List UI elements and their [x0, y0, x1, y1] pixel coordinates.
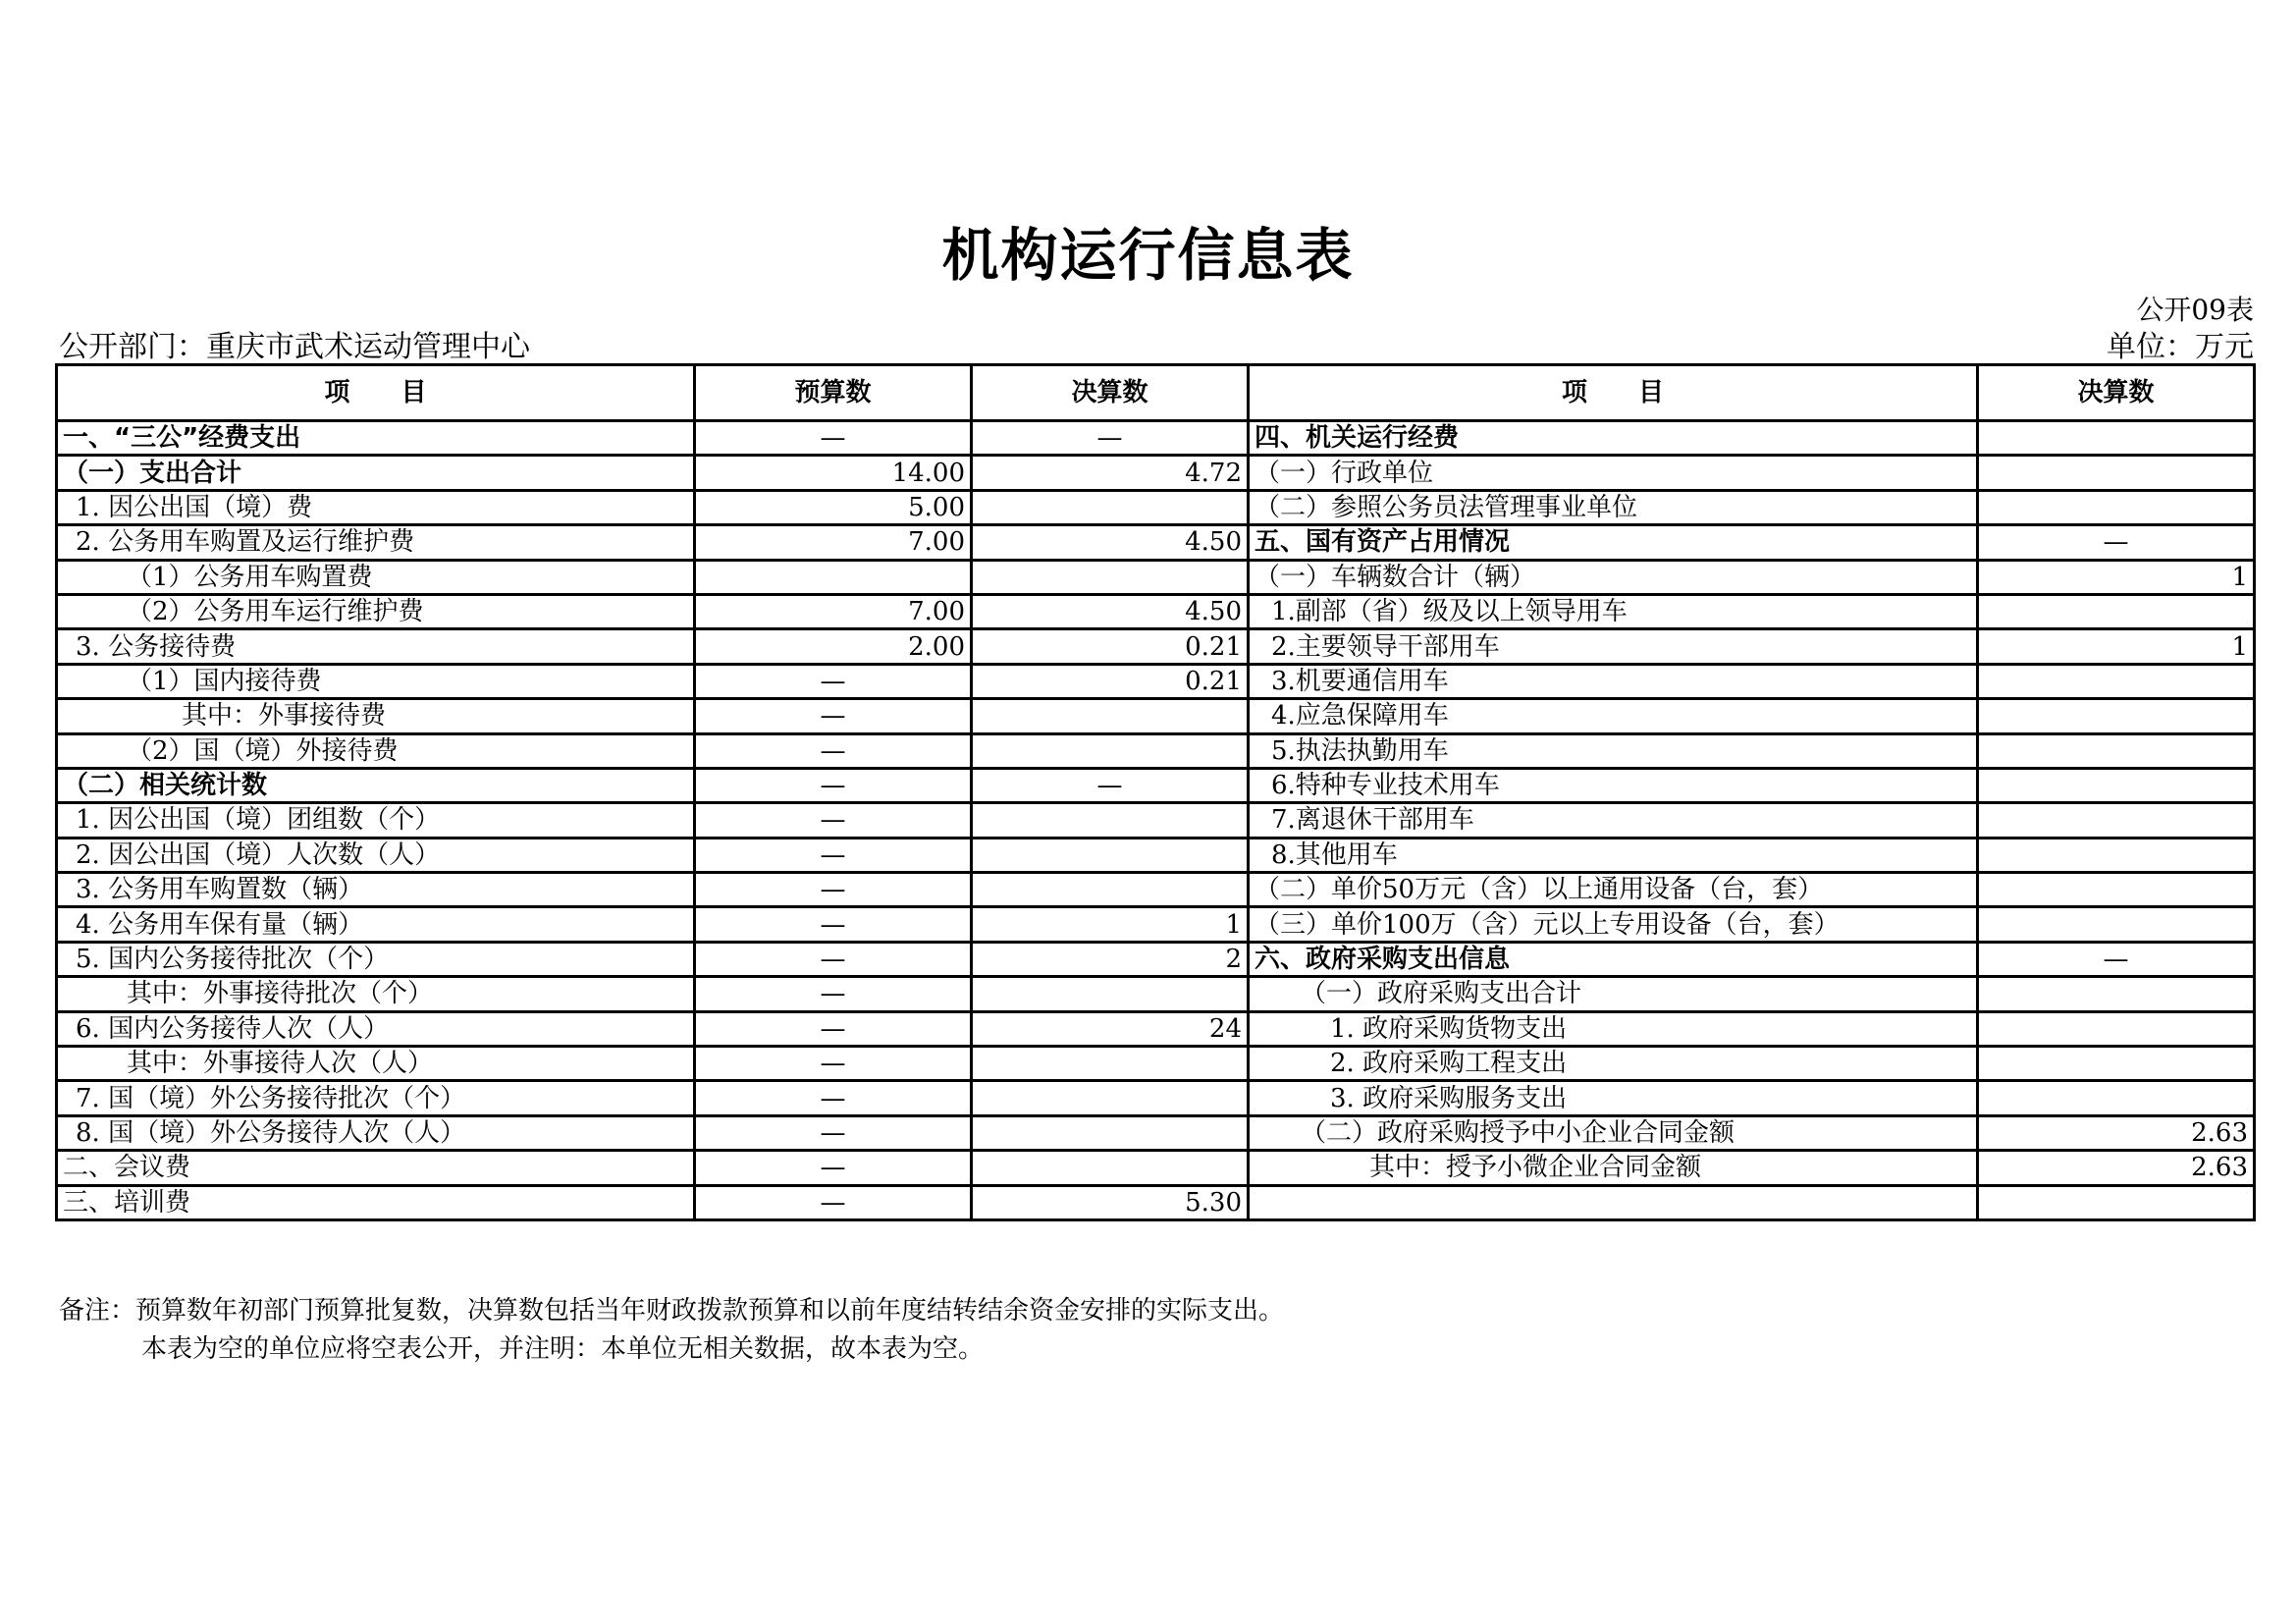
table-row [57, 1151, 2255, 1185]
table-header-row [57, 365, 2255, 421]
header-item-right: 项 目 [1249, 365, 1978, 421]
row-final-right: — [1978, 525, 2255, 560]
row-item-left: 5. 国内公务接待批次（个） [57, 942, 695, 976]
row-item-left: 6. 国内公务接待人次（人） [57, 1011, 695, 1046]
row-item-right: （二）参照公务员法管理事业单位 [1249, 490, 1978, 524]
table-row [57, 873, 2255, 907]
row-item-right: 5.执法执勤用车 [1249, 733, 1978, 768]
row-item-right: 五、国有资产占用情况 [1249, 525, 1978, 560]
row-final-right [1978, 594, 2255, 628]
row-final-left [972, 490, 1249, 524]
row-final-left: 24 [972, 1011, 1249, 1046]
table-row [57, 456, 2255, 490]
row-item-left: 3. 公务用车购置数（辆） [57, 873, 695, 907]
row-item-left: 其中：外事接待人次（人） [57, 1047, 695, 1081]
row-item-right: （一）车辆数合计（辆） [1249, 560, 1978, 594]
row-item-left: 其中：外事接待费 [57, 699, 695, 733]
row-item-right: 8.其他用车 [1249, 838, 1978, 872]
row-item-right: （三）单价100万（含）元以上专用设备（台，套） [1249, 907, 1978, 942]
notes [59, 1292, 1284, 1369]
row-final-right [1978, 768, 2255, 802]
row-item-right: 四、机关运行经费 [1249, 421, 1978, 456]
row-final-right: 1 [1978, 629, 2255, 664]
row-budget: — [695, 1185, 972, 1219]
row-final-left: 0.21 [972, 629, 1249, 664]
row-final-right: — [1978, 942, 2255, 976]
row-final-right: 2.63 [1978, 1151, 2255, 1185]
table-row [57, 803, 2255, 838]
table-row [57, 1185, 2255, 1219]
row-item-left: 其中：外事接待批次（个） [57, 977, 695, 1011]
row-final-left [972, 733, 1249, 768]
note-line-1: 备注：预算数年初部门预算批复数，决算数包括当年财政拨款预算和以前年度结转结余资金安排的实际支出。 [59, 1296, 1285, 1326]
row-final-left [972, 1115, 1249, 1150]
form-number: 公开09表 [2136, 294, 2254, 326]
row-item-left: （1）公务用车购置费 [57, 560, 695, 594]
row-final-left: 4.72 [972, 456, 1249, 490]
row-item-right: 2. 政府采购工程支出 [1249, 1047, 1978, 1081]
row-item-right: 其中：授予小微企业合同金额 [1249, 1151, 1978, 1185]
row-final-right [1978, 873, 2255, 907]
row-final-left [972, 838, 1249, 872]
row-budget: — [695, 1151, 972, 1185]
header-final-right: 决算数 [1978, 365, 2255, 421]
table-row [57, 838, 2255, 872]
row-final-left [972, 699, 1249, 733]
row-final-right [1978, 421, 2255, 456]
row-item-left: 2. 因公出国（境）人次数（人） [57, 838, 695, 872]
row-final-left [972, 803, 1249, 838]
row-budget: 2.00 [695, 629, 972, 664]
table-row [57, 525, 2255, 560]
row-final-left: 2 [972, 942, 1249, 976]
row-item-right: 3. 政府采购服务支出 [1249, 1081, 1978, 1115]
row-final-right [1978, 1185, 2255, 1219]
row-budget: — [695, 1047, 972, 1081]
row-budget: — [695, 1011, 972, 1046]
row-budget: 7.00 [695, 525, 972, 560]
row-item-right: 1.副部（省）级及以上领导用车 [1249, 594, 1978, 628]
row-final-right [1978, 977, 2255, 1011]
row-item-left: 二、会议费 [57, 1151, 695, 1185]
row-final-right [1978, 803, 2255, 838]
table-row [57, 560, 2255, 594]
row-item-left: 3. 公务接待费 [57, 629, 695, 664]
row-item-left: （1）国内接待费 [57, 664, 695, 698]
row-final-right [1978, 1081, 2255, 1115]
row-item-right: （二）政府采购授予中小企业合同金额 [1249, 1115, 1978, 1150]
row-final-left: 0.21 [972, 664, 1249, 698]
row-final-left [972, 873, 1249, 907]
row-final-right [1978, 699, 2255, 733]
row-final-left [972, 1151, 1249, 1185]
table-row [57, 1011, 2255, 1046]
row-item-left: （二）相关统计数 [57, 768, 695, 802]
unit-label: 单位：万元 [2107, 330, 2254, 364]
row-budget: — [695, 803, 972, 838]
row-final-left: — [972, 768, 1249, 802]
row-item-right [1249, 1185, 1978, 1219]
table-row [57, 490, 2255, 524]
row-item-left: （一）支出合计 [57, 456, 695, 490]
table-row [57, 629, 2255, 664]
row-budget: — [695, 1115, 972, 1150]
table-row [57, 421, 2255, 456]
row-final-left: 5.30 [972, 1185, 1249, 1219]
row-budget: — [695, 421, 972, 456]
row-final-left [972, 1081, 1249, 1115]
row-budget: 14.00 [695, 456, 972, 490]
header-budget: 预算数 [695, 365, 972, 421]
row-budget: — [695, 977, 972, 1011]
row-item-left: 一、“三公”经费支出 [57, 421, 695, 456]
note-line-2: 本表为空的单位应将空表公开，并注明：本单位无相关数据，故本表为空。 [141, 1334, 985, 1364]
page-title: 机构运行信息表 [941, 222, 1355, 289]
row-final-right [1978, 1011, 2255, 1046]
row-item-left: 1. 因公出国（境）团组数（个） [57, 803, 695, 838]
info-table [55, 363, 2256, 1221]
row-item-right: （一）行政单位 [1249, 456, 1978, 490]
row-final-right [1978, 664, 2255, 698]
row-budget: — [695, 664, 972, 698]
row-final-left: 4.50 [972, 525, 1249, 560]
table-row [57, 1047, 2255, 1081]
row-budget: 5.00 [695, 490, 972, 524]
table-row [57, 1115, 2255, 1150]
row-final-left: 1 [972, 907, 1249, 942]
row-item-right: 6.特种专业技术用车 [1249, 768, 1978, 802]
table-row [57, 942, 2255, 976]
row-item-right: 7.离退休干部用车 [1249, 803, 1978, 838]
row-item-left: 4. 公务用车保有量（辆） [57, 907, 695, 942]
row-item-right: 六、政府采购支出信息 [1249, 942, 1978, 976]
table-row [57, 907, 2255, 942]
row-item-left: （2）国（境）外接待费 [57, 733, 695, 768]
row-item-left: 2. 公务用车购置及运行维护费 [57, 525, 695, 560]
row-item-right: 3.机要通信用车 [1249, 664, 1978, 698]
row-budget: — [695, 838, 972, 872]
row-final-right [1978, 456, 2255, 490]
row-final-right [1978, 733, 2255, 768]
table-row [57, 664, 2255, 698]
row-item-left: 8. 国（境）外公务接待人次（人） [57, 1115, 695, 1150]
table-row [57, 699, 2255, 733]
header-final-left: 决算数 [972, 365, 1249, 421]
row-final-left [972, 977, 1249, 1011]
row-budget: — [695, 733, 972, 768]
row-final-right [1978, 490, 2255, 524]
row-budget [695, 560, 972, 594]
row-final-left: — [972, 421, 1249, 456]
table-row [57, 594, 2255, 628]
table-row [57, 733, 2255, 768]
row-budget: — [695, 873, 972, 907]
row-final-right: 2.63 [1978, 1115, 2255, 1150]
row-item-right: 2.主要领导干部用车 [1249, 629, 1978, 664]
row-item-right: （二）单价50万元（含）以上通用设备（台，套） [1249, 873, 1978, 907]
row-final-left: 4.50 [972, 594, 1249, 628]
table-row [57, 1081, 2255, 1115]
row-item-left: 7. 国（境）外公务接待批次（个） [57, 1081, 695, 1115]
header-item-left: 项 目 [57, 365, 695, 421]
row-budget: — [695, 907, 972, 942]
row-item-left: 1. 因公出国（境）费 [57, 490, 695, 524]
row-final-right [1978, 907, 2255, 942]
row-item-right: （一）政府采购支出合计 [1249, 977, 1978, 1011]
table-row [57, 977, 2255, 1011]
row-final-right: 1 [1978, 560, 2255, 594]
row-final-left [972, 560, 1249, 594]
row-budget: — [695, 1081, 972, 1115]
row-final-left [972, 1047, 1249, 1081]
row-budget: — [695, 699, 972, 733]
table-row [57, 768, 2255, 802]
row-final-right [1978, 1047, 2255, 1081]
row-item-right: 4.应急保障用车 [1249, 699, 1978, 733]
department-label: 公开部门：重庆市武术运动管理中心 [59, 330, 530, 364]
row-budget: — [695, 768, 972, 802]
row-item-right: 1. 政府采购货物支出 [1249, 1011, 1978, 1046]
row-item-left: 三、培训费 [57, 1185, 695, 1219]
row-budget: — [695, 942, 972, 976]
row-item-left: （2）公务用车运行维护费 [57, 594, 695, 628]
row-budget: 7.00 [695, 594, 972, 628]
row-final-right [1978, 838, 2255, 872]
